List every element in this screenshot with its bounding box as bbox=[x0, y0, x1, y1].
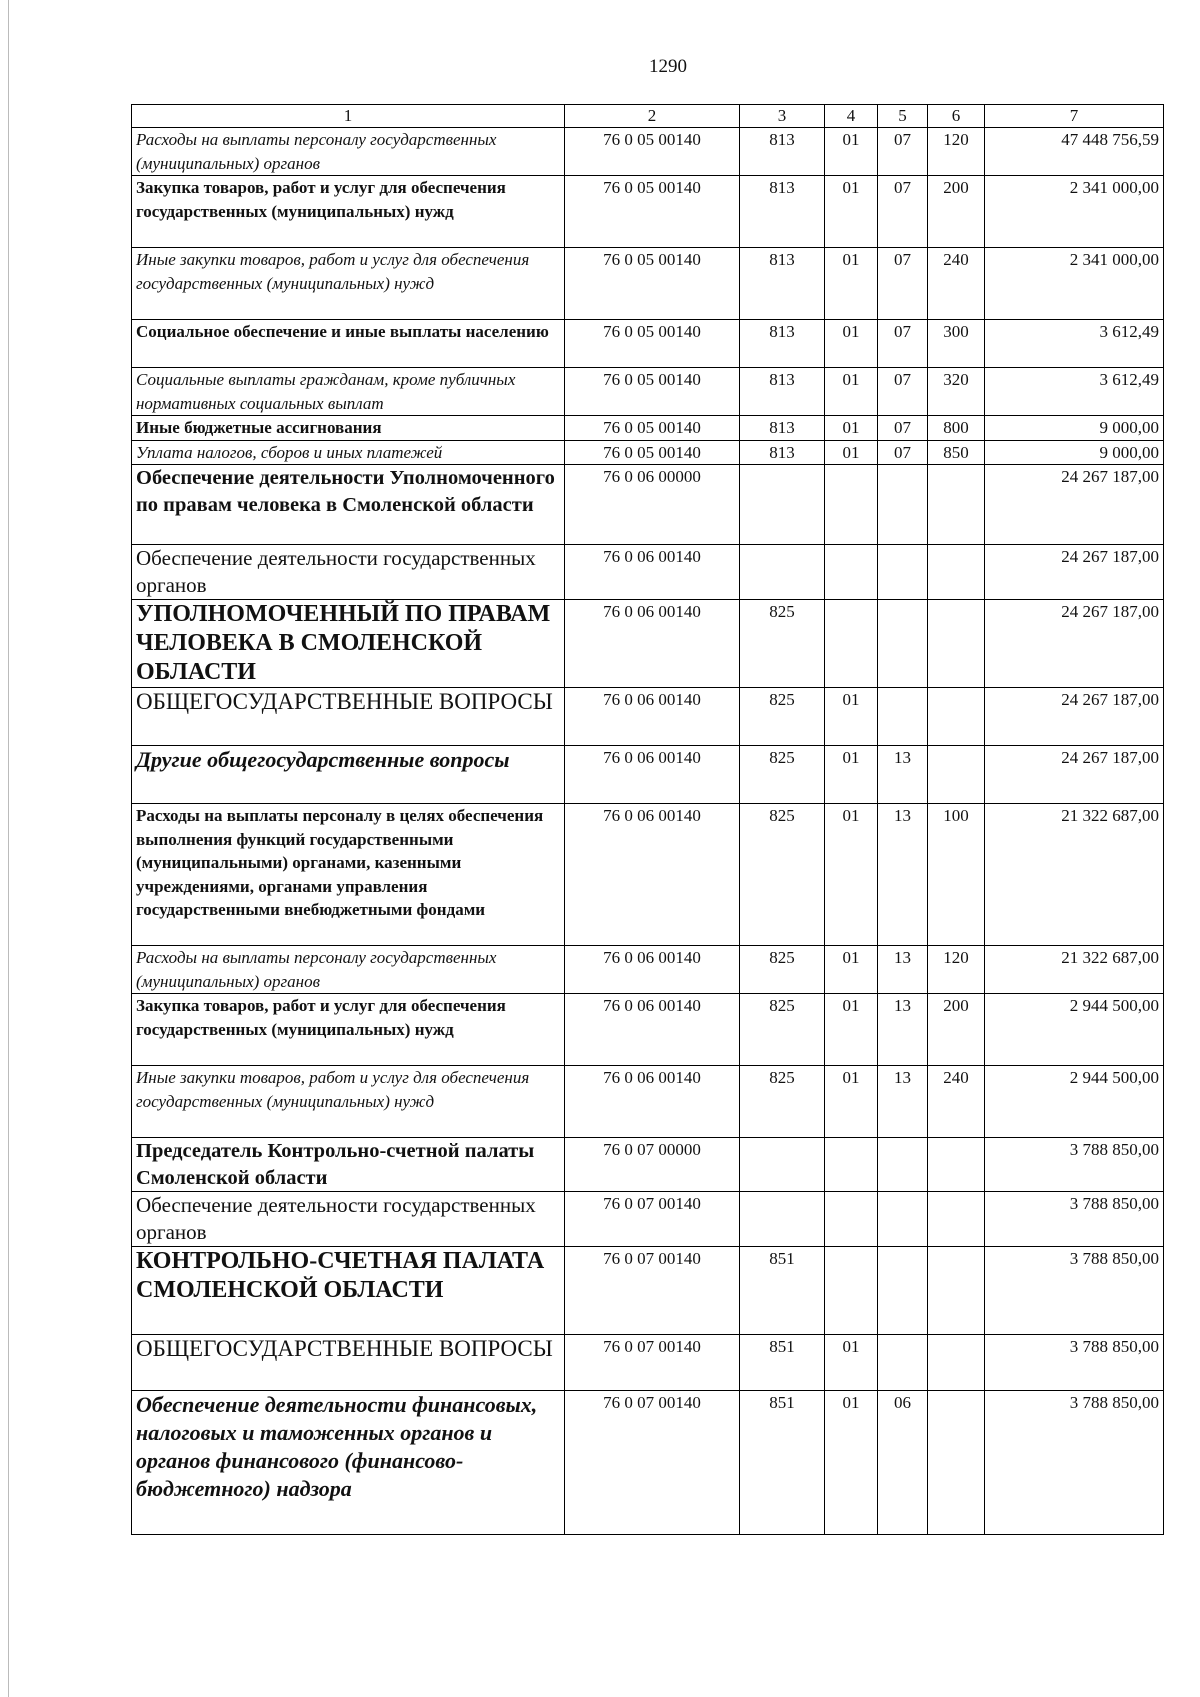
row-pr bbox=[878, 545, 928, 600]
row-csr: 76 0 05 00140 bbox=[565, 128, 740, 176]
row-rz bbox=[825, 545, 878, 600]
row-pr bbox=[878, 600, 928, 688]
row-csr: 76 0 06 00140 bbox=[565, 1066, 740, 1138]
table-row bbox=[132, 1391, 1164, 1535]
row-sum: 9 000,00 bbox=[985, 416, 1164, 441]
row-pr: 07 bbox=[878, 176, 928, 248]
row-sum: 3 788 850,00 bbox=[985, 1335, 1164, 1391]
row-csr: 76 0 05 00140 bbox=[565, 248, 740, 320]
row-rz: 01 bbox=[825, 746, 878, 804]
row-name: Расходы на выплаты персоналу в целях обеспечения выполнения функций государственными (муниципальными) органами, казенными учреждениями, органами управления государственными внебюджетными фондами bbox=[132, 804, 565, 946]
table-header-row bbox=[132, 105, 1164, 128]
row-csr: 76 0 07 00140 bbox=[565, 1247, 740, 1335]
row-pr: 13 bbox=[878, 1066, 928, 1138]
row-csr: 76 0 06 00000 bbox=[565, 465, 740, 545]
row-sum: 9 000,00 bbox=[985, 440, 1164, 465]
row-name: Председатель Контрольно-счетной палаты Смоленской области bbox=[132, 1138, 565, 1192]
row-sum: 24 267 187,00 bbox=[985, 600, 1164, 688]
row-gr: 825 bbox=[740, 688, 825, 746]
budget-table bbox=[131, 104, 1164, 1535]
row-gr: 851 bbox=[740, 1391, 825, 1535]
row-pr: 07 bbox=[878, 128, 928, 176]
row-name: Обеспечение деятельности государственных органов bbox=[132, 1192, 565, 1247]
row-gr: 825 bbox=[740, 600, 825, 688]
row-rz bbox=[825, 1247, 878, 1335]
row-pr bbox=[878, 1247, 928, 1335]
row-csr: 76 0 06 00140 bbox=[565, 746, 740, 804]
header-cell: 3 bbox=[740, 105, 825, 128]
table-row bbox=[132, 1138, 1164, 1192]
row-name: ОБЩЕГОСУДАРСТВЕННЫЕ ВОПРОСЫ bbox=[132, 1335, 565, 1391]
row-sum: 24 267 187,00 bbox=[985, 688, 1164, 746]
row-rz: 01 bbox=[825, 416, 878, 441]
table-row bbox=[132, 128, 1164, 176]
row-gr: 813 bbox=[740, 440, 825, 465]
row-gr: 825 bbox=[740, 994, 825, 1066]
row-pr: 13 bbox=[878, 994, 928, 1066]
row-name: Иные бюджетные ассигнования bbox=[132, 416, 565, 441]
page-number: 1290 bbox=[649, 56, 687, 77]
table-row bbox=[132, 804, 1164, 946]
row-gr: 813 bbox=[740, 128, 825, 176]
row-csr: 76 0 06 00140 bbox=[565, 688, 740, 746]
row-rz bbox=[825, 465, 878, 545]
table-row bbox=[132, 440, 1164, 465]
row-vr: 240 bbox=[928, 1066, 985, 1138]
row-name: Уплата налогов, сборов и иных платежей bbox=[132, 440, 565, 465]
row-name: Закупка товаров, работ и услуг для обеспечения государственных (муниципальных) нужд bbox=[132, 994, 565, 1066]
table-row bbox=[132, 746, 1164, 804]
table-row bbox=[132, 1247, 1164, 1335]
row-sum: 24 267 187,00 bbox=[985, 465, 1164, 545]
row-pr bbox=[878, 688, 928, 746]
row-pr: 13 bbox=[878, 804, 928, 946]
table-row bbox=[132, 1335, 1164, 1391]
header-cell: 2 bbox=[565, 105, 740, 128]
header-cell: 5 bbox=[878, 105, 928, 128]
row-sum: 21 322 687,00 bbox=[985, 946, 1164, 994]
row-sum: 3 788 850,00 bbox=[985, 1138, 1164, 1192]
row-name: УПОЛНОМОЧЕННЫЙ ПО ПРАВАМ ЧЕЛОВЕКА В СМОЛЕНСКОЙ ОБЛАСТИ bbox=[132, 600, 565, 688]
row-rz bbox=[825, 600, 878, 688]
row-csr: 76 0 05 00140 bbox=[565, 416, 740, 441]
table-row bbox=[132, 248, 1164, 320]
row-sum: 3 612,49 bbox=[985, 320, 1164, 368]
row-vr: 200 bbox=[928, 994, 985, 1066]
row-vr: 850 bbox=[928, 440, 985, 465]
header-cell: 6 bbox=[928, 105, 985, 128]
row-rz: 01 bbox=[825, 440, 878, 465]
row-vr: 200 bbox=[928, 176, 985, 248]
row-sum: 2 944 500,00 bbox=[985, 1066, 1164, 1138]
row-vr: 120 bbox=[928, 128, 985, 176]
row-sum: 2 341 000,00 bbox=[985, 248, 1164, 320]
row-sum: 2 944 500,00 bbox=[985, 994, 1164, 1066]
row-pr bbox=[878, 465, 928, 545]
row-gr: 813 bbox=[740, 320, 825, 368]
row-rz: 01 bbox=[825, 248, 878, 320]
row-rz: 01 bbox=[825, 1335, 878, 1391]
row-gr: 851 bbox=[740, 1335, 825, 1391]
row-vr bbox=[928, 688, 985, 746]
row-csr: 76 0 06 00140 bbox=[565, 994, 740, 1066]
row-gr bbox=[740, 1192, 825, 1247]
header-cell: 1 bbox=[132, 105, 565, 128]
row-csr: 76 0 05 00140 bbox=[565, 440, 740, 465]
row-name: Иные закупки товаров, работ и услуг для обеспечения государственных (муниципальных) нужд bbox=[132, 248, 565, 320]
row-rz: 01 bbox=[825, 994, 878, 1066]
row-sum: 3 788 850,00 bbox=[985, 1192, 1164, 1247]
row-csr: 76 0 07 00140 bbox=[565, 1391, 740, 1535]
row-name: ОБЩЕГОСУДАРСТВЕННЫЕ ВОПРОСЫ bbox=[132, 688, 565, 746]
row-pr bbox=[878, 1335, 928, 1391]
row-name: Закупка товаров, работ и услуг для обеспечения государственных (муниципальных) нужд bbox=[132, 176, 565, 248]
row-gr: 813 bbox=[740, 416, 825, 441]
row-rz: 01 bbox=[825, 804, 878, 946]
row-gr: 813 bbox=[740, 368, 825, 416]
row-csr: 76 0 05 00140 bbox=[565, 320, 740, 368]
row-name: Другие общегосударственные вопросы bbox=[132, 746, 565, 804]
row-name: Расходы на выплаты персоналу государственных (муниципальных) органов bbox=[132, 128, 565, 176]
row-pr: 07 bbox=[878, 248, 928, 320]
row-csr: 76 0 06 00140 bbox=[565, 946, 740, 994]
row-vr: 320 bbox=[928, 368, 985, 416]
row-sum: 2 341 000,00 bbox=[985, 176, 1164, 248]
row-sum: 21 322 687,00 bbox=[985, 804, 1164, 946]
row-sum: 47 448 756,59 bbox=[985, 128, 1164, 176]
row-rz: 01 bbox=[825, 688, 878, 746]
row-vr: 240 bbox=[928, 248, 985, 320]
row-sum: 24 267 187,00 bbox=[985, 746, 1164, 804]
row-pr: 07 bbox=[878, 368, 928, 416]
row-csr: 76 0 06 00140 bbox=[565, 804, 740, 946]
row-pr: 07 bbox=[878, 440, 928, 465]
row-vr bbox=[928, 465, 985, 545]
row-vr bbox=[928, 746, 985, 804]
table-row bbox=[132, 416, 1164, 441]
row-rz: 01 bbox=[825, 368, 878, 416]
table-row bbox=[132, 994, 1164, 1066]
row-pr bbox=[878, 1138, 928, 1192]
row-name: Социальное обеспечение и иные выплаты населению bbox=[132, 320, 565, 368]
row-name: Обеспечение деятельности государственных органов bbox=[132, 545, 565, 600]
row-vr bbox=[928, 1138, 985, 1192]
row-pr: 07 bbox=[878, 320, 928, 368]
table-row bbox=[132, 600, 1164, 688]
row-rz bbox=[825, 1138, 878, 1192]
row-gr: 825 bbox=[740, 746, 825, 804]
row-sum: 3 788 850,00 bbox=[985, 1391, 1164, 1535]
row-gr: 813 bbox=[740, 176, 825, 248]
row-vr bbox=[928, 1192, 985, 1247]
row-name: Социальные выплаты гражданам, кроме публичных нормативных социальных выплат bbox=[132, 368, 565, 416]
row-csr: 76 0 05 00140 bbox=[565, 176, 740, 248]
table-row bbox=[132, 545, 1164, 600]
row-gr bbox=[740, 465, 825, 545]
row-csr: 76 0 05 00140 bbox=[565, 368, 740, 416]
row-vr: 300 bbox=[928, 320, 985, 368]
row-pr: 13 bbox=[878, 946, 928, 994]
row-name: Расходы на выплаты персоналу государственных (муниципальных) органов bbox=[132, 946, 565, 994]
row-rz: 01 bbox=[825, 1066, 878, 1138]
row-rz: 01 bbox=[825, 176, 878, 248]
scan-margin-line bbox=[8, 0, 9, 1697]
row-gr: 813 bbox=[740, 248, 825, 320]
row-vr: 800 bbox=[928, 416, 985, 441]
row-sum: 3 788 850,00 bbox=[985, 1247, 1164, 1335]
table-row bbox=[132, 320, 1164, 368]
row-name: Обеспечение деятельности Уполномоченного по правам человека в Смоленской области bbox=[132, 465, 565, 545]
table-row bbox=[132, 688, 1164, 746]
row-csr: 76 0 07 00000 bbox=[565, 1138, 740, 1192]
row-pr: 13 bbox=[878, 746, 928, 804]
row-sum: 3 612,49 bbox=[985, 368, 1164, 416]
row-rz: 01 bbox=[825, 1391, 878, 1535]
row-gr: 825 bbox=[740, 946, 825, 994]
table-row bbox=[132, 176, 1164, 248]
row-vr: 120 bbox=[928, 946, 985, 994]
row-csr: 76 0 07 00140 bbox=[565, 1192, 740, 1247]
row-gr: 851 bbox=[740, 1247, 825, 1335]
row-pr: 06 bbox=[878, 1391, 928, 1535]
row-csr: 76 0 06 00140 bbox=[565, 600, 740, 688]
table-row bbox=[132, 1066, 1164, 1138]
row-csr: 76 0 06 00140 bbox=[565, 545, 740, 600]
row-gr bbox=[740, 545, 825, 600]
row-rz: 01 bbox=[825, 320, 878, 368]
row-rz bbox=[825, 1192, 878, 1247]
row-vr: 100 bbox=[928, 804, 985, 946]
row-gr: 825 bbox=[740, 1066, 825, 1138]
row-pr: 07 bbox=[878, 416, 928, 441]
row-gr bbox=[740, 1138, 825, 1192]
row-name: КОНТРОЛЬНО-СЧЕТНАЯ ПАЛАТА СМОЛЕНСКОЙ ОБЛАСТИ bbox=[132, 1247, 565, 1335]
row-name: Обеспечение деятельности финансовых, налоговых и таможенных органов и органов финансового (финансово-бюджетного) надзора bbox=[132, 1391, 565, 1535]
table-row bbox=[132, 368, 1164, 416]
row-vr bbox=[928, 1247, 985, 1335]
table-row bbox=[132, 1192, 1164, 1247]
row-sum: 24 267 187,00 bbox=[985, 545, 1164, 600]
header-cell: 7 bbox=[985, 105, 1164, 128]
row-rz: 01 bbox=[825, 128, 878, 176]
row-vr bbox=[928, 600, 985, 688]
table-row bbox=[132, 946, 1164, 994]
row-vr bbox=[928, 1391, 985, 1535]
row-rz: 01 bbox=[825, 946, 878, 994]
row-gr: 825 bbox=[740, 804, 825, 946]
row-vr bbox=[928, 545, 985, 600]
row-pr bbox=[878, 1192, 928, 1247]
row-name: Иные закупки товаров, работ и услуг для обеспечения государственных (муниципальных) нужд bbox=[132, 1066, 565, 1138]
row-vr bbox=[928, 1335, 985, 1391]
table-row bbox=[132, 465, 1164, 545]
row-csr: 76 0 07 00140 bbox=[565, 1335, 740, 1391]
header-cell: 4 bbox=[825, 105, 878, 128]
